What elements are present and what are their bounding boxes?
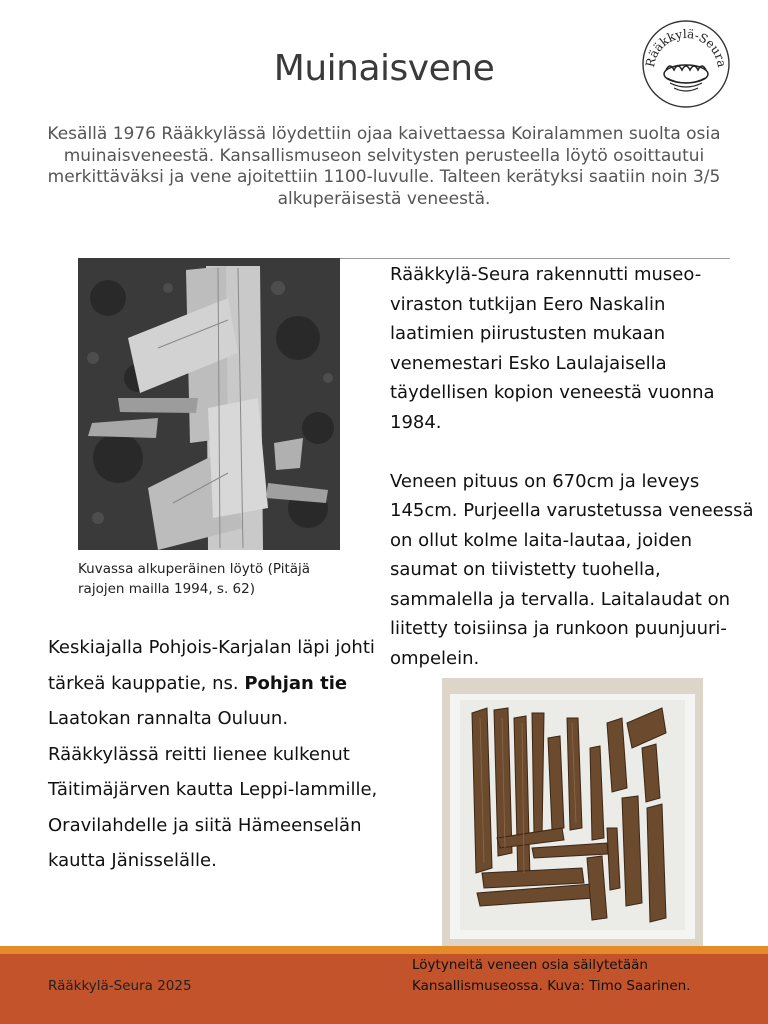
pohjan-tie-bold: Pohjan tie bbox=[244, 672, 348, 694]
rääkkylä-seura-logo bbox=[640, 18, 732, 110]
intro-paragraph: Kesällä 1976 Rääkkylässä löydettiin ojaa kaivettaessa Koiralammen suolta osia muinaisveneestä. Kansallismuseon selvitysten perusteella löytö osoittautui merkittäväksi ja vene ajoitettiin 1100-luvulle. Talteen kerätyksi saatiin noin 3/5 alkuperäisestä veneestä. bbox=[47, 124, 721, 209]
page-title: Muinaisvene bbox=[273, 48, 495, 89]
right-paragraph-2: Veneen pituus on 670cm ja leveys 145cm. Purjeella varustetussa veneessä on ollut kolme laita-lautaa, joiden saumat on tiivistetty tuohella, sammalella ja tervalla. Laitalaudat on liitetty toisiinsa ja runkoon puunjuuri-ompelein. bbox=[390, 470, 754, 669]
divider-line bbox=[340, 258, 730, 259]
left-text-end: Laatokan rannalta Ouluun. Rääkkylässä reitti lienee kulkenut Täitimäjärven kautta Leppi-lammille, Oravilahdelle ja siitä Hämeenselän kautta Jänisselälle. bbox=[48, 708, 378, 871]
boat-fragments-photo bbox=[442, 678, 703, 946]
left-column-text bbox=[48, 630, 393, 879]
left-text-start: Keskiajalla Pohjois-Karjalan läpi johti tärkeä kauppatie, ns. bbox=[48, 637, 375, 694]
footer-stripe bbox=[0, 946, 768, 954]
photo-caption-fragments: Löytyneitä veneen osia säilytetään Kansallismuseossa. Kuva: Timo Saarinen. bbox=[412, 957, 691, 994]
original-find-photo bbox=[78, 258, 340, 550]
right-column-text bbox=[390, 260, 755, 673]
footer-organization: Rääkkylä-Seura 2025 bbox=[48, 978, 192, 994]
svg-text:Rääkkylä-Seura: Rääkkylä-Seura bbox=[642, 26, 729, 69]
photo-caption-original: Kuvassa alkuperäinen löytö (Pitäjä rajojen mailla 1994, s. 62) bbox=[78, 561, 311, 597]
right-paragraph-1: Rääkkylä-Seura rakennutti museo-viraston tutkijan Eero Naskalin laatimien piirustusten mukaan venemestari Esko Laulajaisella täydellisen kopion veneestä vuonna 1984. bbox=[390, 264, 715, 433]
